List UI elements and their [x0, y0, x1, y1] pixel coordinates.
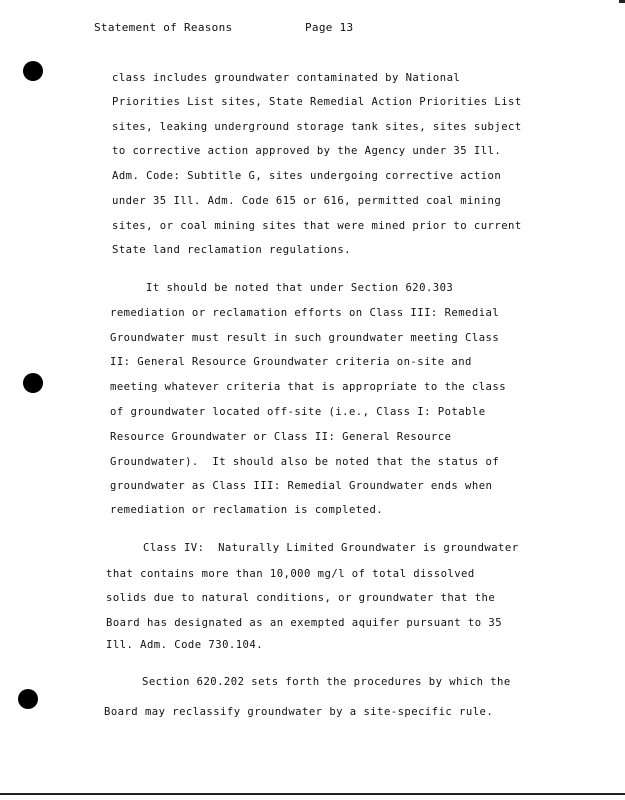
text-line: Board may reclassify groundwater by a site-specific rule. [104, 706, 494, 718]
punch-hole [18, 689, 38, 709]
header-page-number: Page 13 [305, 21, 354, 34]
header-title: Statement of Reasons [94, 21, 233, 34]
text-line: Groundwater must result in such groundwater meeting Class [110, 332, 500, 344]
text-line: It should be noted that under Section 620.303 [146, 282, 454, 294]
punch-hole [23, 61, 43, 81]
text-line: groundwater as Class III: Remedial Groundwater ends when [110, 480, 493, 492]
text-line: meeting whatever criteria that is appropriate to the class [110, 381, 507, 393]
text-line: sites, or coal mining sites that were mined prior to current [112, 220, 522, 232]
text-line: II: General Resource Groundwater criteria on-site and [110, 356, 472, 368]
text-line: State land reclamation regulations. [112, 244, 351, 256]
text-line: Class IV: Naturally Limited Groundwater is groundwater [143, 542, 519, 554]
text-line: Resource Groundwater or Class II: General Resource [110, 431, 452, 443]
text-line: Adm. Code: Subtitle G, sites undergoing corrective action [112, 170, 502, 182]
text-line: Section 620.202 sets forth the procedures by which the [142, 676, 511, 688]
text-line: Priorities List sites, State Remedial Action Priorities List [112, 96, 522, 108]
text-line: that contains more than 10,000 mg/l of total dissolved [106, 568, 475, 580]
text-line: sites, leaking underground storage tank sites, sites subject [112, 121, 522, 133]
text-line: Ill. Adm. Code 730.104. [106, 639, 264, 651]
text-line: of groundwater located off-site (i.e., Class I: Potable [110, 406, 486, 418]
text-line: class includes groundwater contaminated by National [112, 72, 461, 84]
text-line: remediation or reclamation efforts on Class III: Remedial [110, 307, 500, 319]
text-line: under 35 Ill. Adm. Code 615 or 616, permitted coal mining [112, 195, 502, 207]
scan-bottom-edge [0, 793, 625, 795]
text-line: Groundwater). It should also be noted that the status of [110, 456, 500, 468]
text-line: to corrective action approved by the Agency under 35 Ill. [112, 145, 502, 157]
scan-edge-mark [619, 0, 625, 3]
punch-hole [23, 373, 43, 393]
text-line: remediation or reclamation is completed. [110, 504, 384, 516]
text-line: solids due to natural conditions, or groundwater that the [106, 592, 496, 604]
text-line: Board has designated as an exempted aquifer pursuant to 35 [106, 617, 503, 629]
